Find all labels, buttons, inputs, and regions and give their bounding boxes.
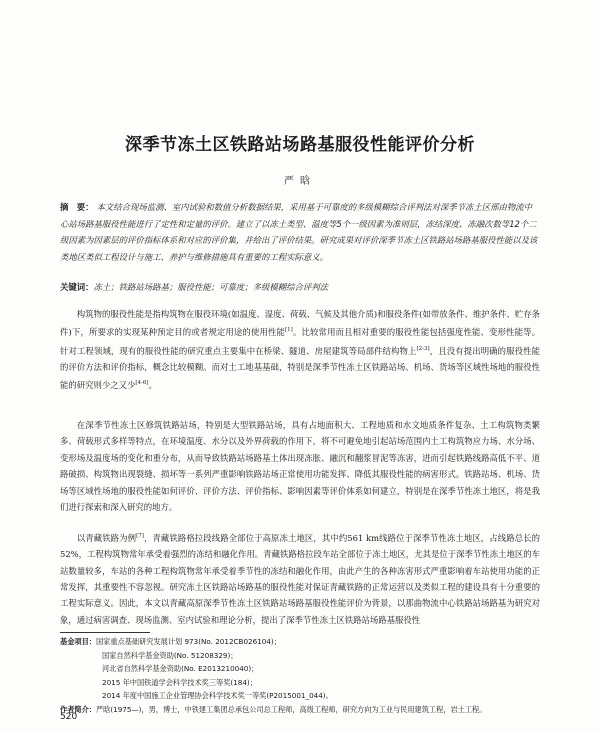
author-bio — [60, 703, 540, 717]
keywords — [60, 280, 540, 294]
fund-item: 河北省自然科学基金资助(No. E2013210040)； — [102, 664, 259, 673]
p3-text-a: 以青藏铁路为例 — [76, 532, 137, 543]
fund-label: 基金项目： — [60, 637, 96, 646]
author-bio-text: 严晗(1975—)，男，博士，中铁建工集团总承包公司总工程师，高级工程师，研究方向为工业与民用建筑工程，岩土工程。 — [95, 704, 487, 714]
footnote-divider — [60, 632, 150, 633]
p1-text-b: 。比较常用而且相对重要的服役性能包括强度性能、变形性能等。针对工程领域，现有的服役性能的研究重点主要集中在桥梁、隧道、房屋建筑等局部件结构物上 — [60, 327, 541, 356]
keywords-label: 关键词： — [60, 282, 94, 292]
keywords-text: 冻土；铁路站场路基；服役性能；可靠度；多级模糊综合评判法 — [93, 282, 328, 292]
citation-ref: [7] — [136, 533, 144, 539]
paper-title: 深季节冻土区铁路站场路基服役性能评价分析 — [125, 135, 475, 155]
abstract-text: 本文结合现场监测、室内试验和数值分析数据结果，采用基于可靠度的多级模糊综合评判法对深季节冻土区邢由物流中心站场路基服役性能进行了定性和定量的评价。建立了以冻土类型、温度等5个一级因素为准则层，冻结深度、冻融次数等12个二级因素为因素层的评价指标体系和对应的评价集，并给出了评价结果。研究成果对评价深季节冻土区铁路站场路基服役性能以及该类地区类似工程设计与施工、养护与维修措施具有重要的工程实际意义。 — [60, 202, 538, 262]
fund-item: 国家自然科学基金资助(No. 51208329)； — [102, 650, 238, 660]
abstract-label: 摘 要： — [60, 202, 94, 212]
footnotes — [60, 635, 540, 716]
citation-ref: [2-3] — [416, 345, 430, 352]
fund-item: 2015 年中国铁道学会科学技术奖三等奖(184)； — [102, 677, 257, 687]
body-paragraph-3 — [60, 528, 540, 628]
p1-text-d: 。 — [148, 380, 157, 391]
author-bio-label: 作者简介： — [60, 704, 96, 714]
abstract — [60, 199, 540, 265]
page-number: 520 — [60, 712, 78, 722]
p3-text-b: ，青藏铁路格拉段线路全部位于高原冻土地区，其中约561 km线路位于深季节性冻土地区，占线路总长的52%，工程构筑物常年承受着强烈的冻结和融化作用。青藏铁路格拉段车站全部位于冻土地区，尤其是位于深季节性冻土地区的车站数量较多，车站的各种工程构筑物常年承受着季节性的冻结和融化作用，由此产生的各种冻害形式严重影响着车站使用功能的正常发挥，其重要性不容忽视。研究冻土区铁路站场路基的服役性能对保证青藏铁路的正常运营以及类似工程的建设具有十分重要的工程实际意义。因此，本文以青藏高原深季节性冻土区铁路站场路基服役性能评价为背景，以那曲物流中心铁路站场路基为研究对象，通过病害调查、现场监测、室内试验和理论分析，提出了深季节性冻土区铁路站场路基服役性 — [60, 532, 540, 625]
p1-text-a: 构筑物的服役性能是指构筑物在服役环境(如温度、湿度、荷载、气候及其他介质)和服役条件(如带放条件、维护条件、贮存条件)下，所要求的实现某种预定目的或者规定用途的使用性能 — [60, 309, 540, 338]
p1-text-c: ，且没有提出明确的服役性能的评价方法和评价指标，概念比较模糊。而对土工地基基础，特别是深季节性冻土区铁路站场、机场、货场等区域性场地的服役性能的研究则少之又少 — [60, 345, 541, 391]
fund-line — [60, 635, 540, 649]
citation-ref: [1] — [285, 327, 293, 334]
fund-item: 国家重点基础研究发展计划 973(No. 2012CB026104)； — [95, 637, 281, 646]
body-paragraph-1 — [60, 306, 540, 393]
citation-ref: [4-6] — [135, 380, 149, 387]
body-paragraph-2: 在深季节性冻土区修筑铁路站场，特别是大型铁路站场，具有占地面积大、工程地质和水文地质条件复杂、土工构筑物类繁多、荷载形式多样等特点，在环境温度、水分以及外界荷载的作用下，将不可避免地引起站场范围内土工构筑物应力场、水分场、变形场及温度场的变化和重分布，从而导致铁路站场路基土体出现冻胀、融沉和翻浆冒泥等冻害，进而引起铁路线路高低不平、道路破损、构筑物出现裂缝、损坏等一系列严重影响铁路站场正常使用功能发挥、降低其服役性能的病害形式。铁路站场、机场、货场等区域性场地的服役性能如何评价、评价方法、评价指标、影响因素等评价体系如何建立，特别是在深季节性冻土地区，将是我们进行探索和深入研究的地方。 — [60, 420, 540, 513]
fund-item: 2014 年度中国施工企业管理协会科学技术奖一等奖(P2015001_044)。 — [102, 691, 333, 700]
author-name: 严晗 — [284, 176, 316, 187]
